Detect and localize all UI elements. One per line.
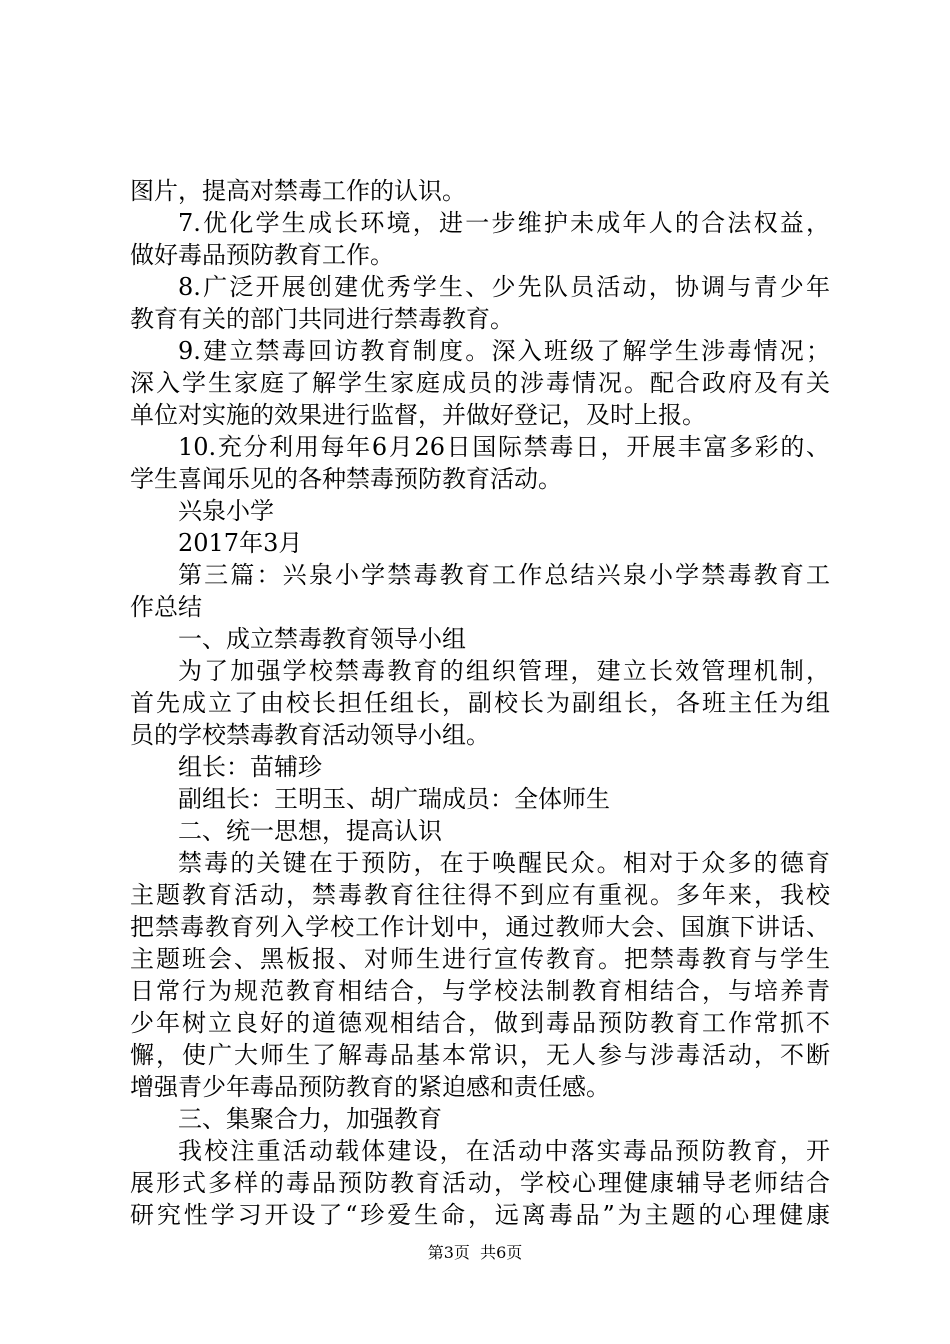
text-line: 图片，提高对禁毒工作的认识。 [130, 177, 466, 205]
text-line: 禁毒的关键在于预防，在于唤醒民众。相对于众多的德育 [178, 849, 830, 877]
text-line: 深入学生家庭了解学生家庭成员的涉毒情况。配合政府及有关 [130, 369, 830, 397]
signature-school: 兴泉小学 [178, 497, 274, 525]
section-title: 第三篇：兴泉小学禁毒教育工作总结兴泉小学禁毒教育工 [178, 561, 830, 589]
text-line: 增强青少年毒品预防教育的紧迫感和责任感。 [130, 1073, 610, 1101]
signature-date: 2017年3月 [178, 529, 303, 557]
text-line: 懈，使广大师生了解毒品基本常识，无人参与涉毒活动，不断 [130, 1041, 830, 1069]
text-line: 学生喜闻乐见的各种禁毒预防教育活动。 [130, 465, 562, 493]
text-line: 日常行为规范教育相结合，与学校法制教育相结合，与培养青 [130, 977, 830, 1005]
heading: 二、统一思想，提高认识 [178, 817, 442, 845]
text-line: 主题教育活动，禁毒教育往往得不到应有重视。多年来，我校 [130, 881, 830, 909]
heading: 三、集聚合力，加强教育 [178, 1105, 442, 1133]
text-line: 10.充分利用每年6月26日国际禁毒日，开展丰富多彩的、 [178, 433, 830, 461]
text-line: 9.建立禁毒回访教育制度。深入班级了解学生涉毒情况； [178, 337, 830, 365]
text-line: 员的学校禁毒教育活动领导小组。 [130, 721, 490, 749]
text-line: 副组长：王明玉、胡广瑞成员：全体师生 [178, 785, 610, 813]
text-line: 把禁毒教育列入学校工作计划中，通过教师大会、国旗下讲话、 [130, 913, 830, 941]
text-line: 8.广泛开展创建优秀学生、少先队员活动，协调与青少年 [178, 273, 830, 301]
text-line: 展形式多样的毒品预防教育活动，学校心理健康辅导老师结合 [130, 1169, 830, 1197]
document-body [130, 175, 830, 1231]
text-line: 主题班会、黑板报、对师生进行宣传教育。把禁毒教育与学生 [130, 945, 830, 973]
text-line: 首先成立了由校长担任组长，副校长为副组长，各班主任为组 [130, 689, 830, 717]
section-title: 作总结 [130, 593, 202, 621]
text-line: 组长：苗辅珍 [178, 753, 322, 781]
text-line: 做好毒品预防教育工作。 [130, 241, 394, 269]
text-line: 教育有关的部门共同进行禁毒教育。 [130, 305, 514, 333]
text-line: 少年树立良好的道德观相结合，做到毒品预防教育工作常抓不 [130, 1009, 830, 1037]
text-line: 7.优化学生成长环境，进一步维护未成年人的合法权益， [178, 209, 830, 237]
page-footer: 第3页 共6页 [427, 1243, 523, 1262]
text-line: 研究性学习开设了“珍爱生命，远离毒品”为主题的心理健康 [130, 1201, 830, 1229]
text-line: 为了加强学校禁毒教育的组织管理，建立长效管理机制， [178, 657, 830, 685]
text-line: 我校注重活动载体建设，在活动中落实毒品预防教育，开 [178, 1137, 830, 1165]
heading: 一、成立禁毒教育领导小组 [178, 625, 466, 653]
text-line: 单位对实施的效果进行监督，并做好登记，及时上报。 [130, 401, 706, 429]
